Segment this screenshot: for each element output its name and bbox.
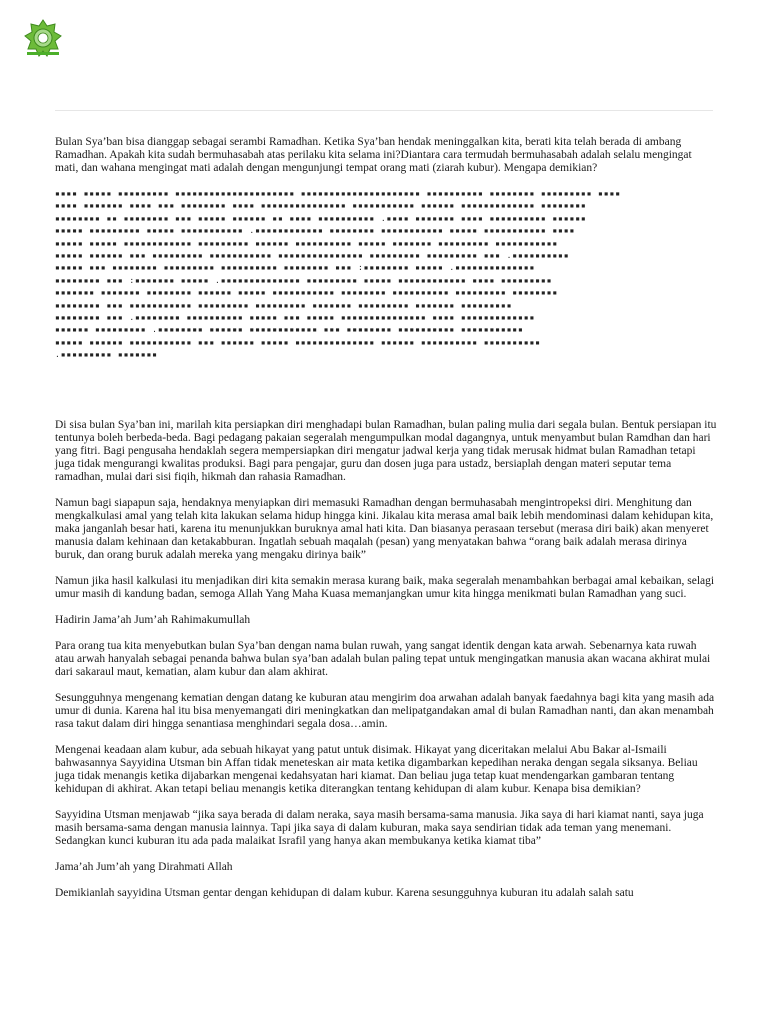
article-body <box>55 136 717 913</box>
arabic-line: ▪▪▪▪ ▪▪▪▪▪▪▪ ▪▪▪▪ ▪▪▪ ▪▪▪▪▪▪▪▪ ▪▪▪▪ ▪▪▪▪▪▪▪▪▪▪▪▪▪▪▪ ▪▪▪▪▪▪▪▪▪▪▪ ▪▪▪▪▪▪ ▪▪▪▪▪▪▪▪▪▪▪▪▪ ▪▪▪▪▪▪▪▪ <box>55 201 587 211</box>
paragraph: Sayyidina Utsman menjawab “jika saya berada di dalam neraka, saya masih bersama-sama manusia. Jika saya di hari kiamat nanti, saya juga masih bersama-sama dengan manusia lainnya. Tapi jika saya di dalam kuburan, maka saya sendirian tidak ada teman yang menemani. Sedangkan kunci kuburan itu ada pada malaikat Israfil yang hanya akan membukanya ketika kiamat tiba” <box>55 808 704 847</box>
arabic-line: ▪▪▪▪▪▪▪ ▪▪▪▪▪▪▪ ▪▪▪▪▪▪▪▪ ▪▪▪▪▪▪ ▪▪▪▪▪ ▪▪▪▪▪▪▪▪▪▪▪ ▪▪▪▪▪▪▪▪ ▪▪▪▪▪▪▪▪▪▪ ▪▪▪▪▪▪▪▪▪ ▪▪▪▪▪▪▪▪ <box>55 288 559 298</box>
arabic-line: ▪▪▪▪▪▪▪▪ ▪▪▪ ▪▪▪▪▪▪▪▪▪▪▪ ▪▪▪▪▪▪▪▪▪ ▪▪▪▪▪▪▪▪▪ ▪▪▪▪▪▪▪ ▪▪▪▪▪▪▪▪▪ ▪▪▪▪▪▪▪ ▪▪▪▪▪▪▪▪▪ <box>55 300 513 310</box>
arabic-line: ▪▪▪▪▪ ▪▪▪▪▪ ▪▪▪▪▪▪▪▪▪▪▪▪ ▪▪▪▪▪▪▪▪▪ ▪▪▪▪▪▪ ▪▪▪▪▪▪▪▪▪▪ ▪▪▪▪▪ ▪▪▪▪▪▪▪ ▪▪▪▪▪▪▪▪▪ ▪▪▪▪▪▪▪▪▪▪▪ <box>55 238 559 248</box>
paragraph: Namun bagi siapapun saja, hendaknya menyiapkan diri memasuki Ramadhan dengan bermuhasabah mengintropeksi diri. Menghitung dan mengkalkulasi amal yang telah kita lakukan selama hidup hingga kini. Jikalau kita merasa amal baik lebih mendominasi dalam kehidupan kita, maka janganlah besar hati, karena itu menunjukkan buruknya amal hati kita. Dan biasanya perasaan tersebut (merasa diri baik) akan menyeret manusia dalam kehinaan dan ketakabburan. Ingatlah sebuah maqalah (pesan) yang menyatakan bahwa “orang baik adalah merasa dirinya buruk, dan orang buruk adalah mereka yang mengaku dirinya baik” <box>55 496 714 561</box>
paragraph: Para orang tua kita menyebutkan bulan Sya’ban dengan nama bulan ruwah, yang sangat identik dengan kata arwah. Sebenarnya kata ruwah atau arwah hanyalah sebagai penanda bahwa bulan sya’ban adalah bulan paling tepat untuk mengingatkan manusia akan wacana akhirat mulai dari sakaraul maut, kematian, alam kubur dan alam akhirat. <box>55 639 711 678</box>
arabic-text-block <box>55 188 717 362</box>
organization-emblem-icon <box>22 18 64 58</box>
arabic-line: .▪▪▪▪▪▪▪▪▪ ▪▪▪▪▪▪▪ <box>55 350 158 360</box>
paragraph: Di sisa bulan Sya’ban ini, marilah kita persiapkan diri menghadapi bulan Ramadhan, bulan paling mulia dari segala bulan. Bentuk persiapan itu tentunya boleh berbeda-beda. Bagi pedagang pakaian segeralah mengumpulkan modal dagangnya, untuk menyambut bulan Ramdhan dan hari yang fitri. Bagi pengusaha hendaklah segera mempersiapkan diri mengatur jadwal kerja yang tidak merusak hidmat bulan Ramadhan tetapi juga tidak mengurangi kwalitas produksi. Bagi para pengajar, guru dan dosen juga para ustadz, bersiaplah dengan materi seputar tema ramadhan, mulai dari sisi fiqih, hikmah dan rahasia Ramadhan. <box>55 418 717 483</box>
arabic-line: ▪▪▪▪▪ ▪▪▪▪▪▪ ▪▪▪ ▪▪▪▪▪▪▪▪▪ ▪▪▪▪▪▪▪▪▪▪▪ ▪▪▪▪▪▪▪▪▪▪▪▪▪▪▪ ▪▪▪▪▪▪▪▪▪ ▪▪▪▪▪▪▪▪▪ ▪▪▪ .▪▪▪▪▪▪▪▪▪▪ <box>55 251 570 261</box>
arabic-line: ▪▪▪▪▪▪▪▪ ▪▪▪ :▪▪▪▪▪▪▪ ▪▪▪▪▪ .▪▪▪▪▪▪▪▪▪▪▪▪▪▪ ▪▪▪▪▪▪▪▪▪ ▪▪▪▪▪ ▪▪▪▪▪▪▪▪▪▪▪▪ ▪▪▪▪ ▪▪▪▪▪▪▪▪▪ <box>55 275 553 285</box>
paragraph: Mengenai keadaan alam kubur, ada sebuah hikayat yang patut untuk disimak. Hikayat yang diceritakan melalui Abu Bakar al-Ismaili bahwasannya Sayyidina Utsman bin Affan tidak meneteskan air mata ketika digambarkan kepedihan neraka dengan segala siksanya. Beliau juga tidak menangis ketika dijabarkan mengenai kedahsyatan hari kiamat. Dan beliau juga tetap kuat mendengarkan gambaran tentang kehidupan di akhirat. Akan tetapi beliau menangis ketika diterangkan tentang kehidupan di alam kubur. Kenapa bisa demikian? <box>55 743 698 795</box>
arabic-line: ▪▪▪▪▪▪ ▪▪▪▪▪▪▪▪▪ .▪▪▪▪▪▪▪▪ ▪▪▪▪▪▪ ▪▪▪▪▪▪▪▪▪▪▪▪ ▪▪▪ ▪▪▪▪▪▪▪▪ ▪▪▪▪▪▪▪▪▪▪ ▪▪▪▪▪▪▪▪▪▪▪ <box>55 325 524 335</box>
paragraph: Sesungguhnya mengenang kematian dengan datang ke kuburan atau mengirim doa arwahan adalah banyak faedahnya bagi kita yang masih ada umur di dunia. Karena hal itu bisa menyemangati diri meningkatkan dan melipatgandakan amal di bulan Ramadhan nanti, dan akan menambah rasa takut dalam diri hingga senantiasa menghindari segala dosa…amin. <box>55 691 715 730</box>
paragraph: Demikianlah sayyidina Utsman gentar dengan kehidupan di dalam kubur. Karena sesungguhnya kuburan itu adalah salah satu <box>55 886 634 899</box>
arabic-line: ▪▪▪▪▪ ▪▪▪ ▪▪▪▪▪▪▪▪ ▪▪▪▪▪▪▪▪▪ ▪▪▪▪▪▪▪▪▪▪ ▪▪▪▪▪▪▪▪ ▪▪▪ :▪▪▪▪▪▪▪▪ ▪▪▪▪▪ .▪▪▪▪▪▪▪▪▪▪▪▪▪▪ <box>55 263 536 273</box>
header-divider <box>55 110 713 111</box>
arabic-line: ▪▪▪▪ ▪▪▪▪▪ ▪▪▪▪▪▪▪▪▪ ▪▪▪▪▪▪▪▪▪▪▪▪▪▪▪▪▪▪▪▪▪ ▪▪▪▪▪▪▪▪▪▪▪▪▪▪▪▪▪▪▪▪▪ ▪▪▪▪▪▪▪▪▪▪ ▪▪▪▪▪▪▪▪ ▪▪▪▪▪▪▪▪▪ ▪▪▪▪ <box>55 189 621 198</box>
intro-paragraph: Bulan Sya’ban bisa dianggap sebagai serambi Ramadhan. Ketika Sya’ban hendak meninggalkan kita, berati kita telah berada di ambang Ramadhan. Apakah kita sudah bermuhasabah atas perilaku kita selama ini?Diantara cara termudah bermuhasabah adalah selalu mengingat mati, dan wahana mengingat mati adalah dengan mengunjungi tempat orang mati (ziarah kubur). Mengapa demikian? <box>55 136 692 174</box>
arabic-line: ▪▪▪▪▪▪▪▪ ▪▪ ▪▪▪▪▪▪▪▪ ▪▪▪ ▪▪▪▪▪ ▪▪▪▪▪▪ ▪▪ ▪▪▪▪ ▪▪▪▪▪▪▪▪▪▪ .▪▪▪▪ ▪▪▪▪▪▪▪ ▪▪▪▪ ▪▪▪▪▪▪▪▪▪▪ ▪▪▪▪▪▪ <box>55 213 587 223</box>
arabic-line: ▪▪▪▪▪ ▪▪▪▪▪▪ ▪▪▪▪▪▪▪▪▪▪▪ ▪▪▪ ▪▪▪▪▪▪ ▪▪▪▪▪ ▪▪▪▪▪▪▪▪▪▪▪▪▪▪ ▪▪▪▪▪▪ ▪▪▪▪▪▪▪▪▪▪ ▪▪▪▪▪▪▪▪▪▪ <box>55 337 541 347</box>
paragraph: Namun jika hasil kalkulasi itu menjadikan diri kita semakin merasa kurang baik, maka segeralah menambahkan berbagai amal kebaikan, selagi umur masih di kandung badan, semoga Allah Yang Maha Kuasa memanjangkan umur kita hingga menikmati bulan Ramadhan yang suci. <box>55 574 715 600</box>
arabic-line: ▪▪▪▪▪▪▪▪ ▪▪▪ .▪▪▪▪▪▪▪▪ ▪▪▪▪▪▪▪▪▪▪ ▪▪▪▪▪ ▪▪▪ ▪▪▪▪▪ ▪▪▪▪▪▪▪▪▪▪▪▪▪▪▪ ▪▪▪▪ ▪▪▪▪▪▪▪▪▪▪▪▪▪ <box>55 313 536 323</box>
section-heading: Hadirin Jama’ah Jum’ah Rahimakumullah <box>55 613 251 626</box>
section-heading: Jama’ah Jum’ah yang Dirahmati Allah <box>55 860 233 873</box>
section-spacer <box>55 375 717 419</box>
arabic-line: ▪▪▪▪▪ ▪▪▪▪▪▪▪▪▪ ▪▪▪▪▪ ▪▪▪▪▪▪▪▪▪▪▪ .▪▪▪▪▪▪▪▪▪▪▪▪ ▪▪▪▪▪▪▪▪ ▪▪▪▪▪▪▪▪▪▪▪ ▪▪▪▪▪ ▪▪▪▪▪▪▪▪▪▪▪ ▪▪▪▪ <box>55 226 576 236</box>
